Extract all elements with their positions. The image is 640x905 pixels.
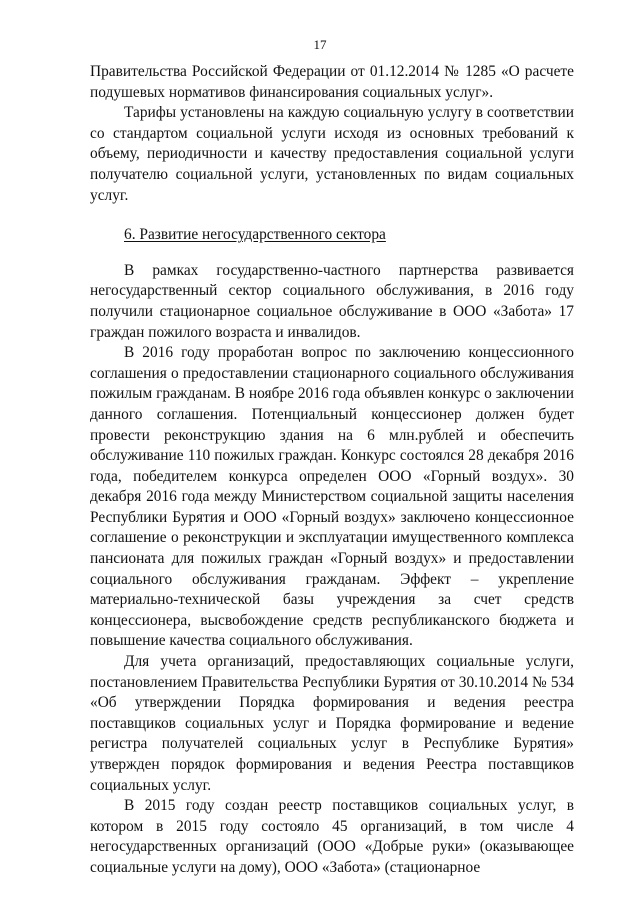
- page-content: [90, 62, 574, 879]
- paragraph-tariffs: Тарифы установлены на каждую социальную услугу в соответствии со стандартом социальной услуги исходя из основных требований к объему, периодичности и качеству предоставления социальной услуги получателю социальной услуги, установленных по видам социальных услуг.: [90, 104, 574, 204]
- paragraph-provider-registry-order: Для учета организаций, предоставляющих социальные услуги, постановлением Правительства Республики Бурятия от 30.10.2014 № 534 «Об утверждении Порядка формирования и ведения реестра поставщиков социальных услуг и Порядка формирование и ведение регистра получателей социальных услуг в Республике Бурятия» утвержден порядок формирования и ведения Реестра поставщиков социальных услуг.: [90, 653, 574, 794]
- page-number: 17: [313, 37, 327, 52]
- paragraph-public-private-partnership: В рамках государственно-частного партнерства развивается негосударственный сектор социального обслуживания, в 2016 году получили стационарное социальное обслуживание в ООО «Забота» 17 граждан пожилого возраста и инвалидов.: [90, 261, 574, 341]
- paragraph-provider-registry-2015: В 2015 году создан реестр поставщиков социальных услуг, в котором в 2015 году состояло 45 организаций, в том числе 4 негосударственных организаций (ООО «Добрые руки» (оказывающее социальные услуги на дому), ООО «Забота» (стационарное: [90, 797, 574, 876]
- paragraph-concession-agreement: В 2016 году проработан вопрос по заключению концессионного соглашения о предоставлении стационарного социального обслуживания пожилым гражданам. В ноябре 2016 года объявлен конкурс о заключении данного соглашения. Потенциальный концессионер должен будет провести реконструкцию здания на 6 млн.рублей и обеспечить обслуживание 110 пожилых граждан. Конкурс состоялся 28 декабря 2016 года, победителем конкурса определен ООО «Горный воздух». 30 декабря 2016 года между Министерством социальной защиты населения Республики Бурятия и ООО «Горный воздух» заключено концессионное соглашение о реконструкции и эксплуатации имущественного комплекса пансионата для пожилых граждан «Горный воздух» и предоставлении социального обслуживания гражданам. Эффект – укрепление материально-технической базы учреждения за счет средств концессионера, высвобождение средств республиканского бюджета и повышение качества социального обслуживания.: [90, 344, 574, 650]
- section-heading: 6. Развитие негосударственного сектора: [124, 226, 386, 244]
- paragraph-continued: Правительства Российской Федерации от 01.12.2014 № 1285 «О расчете подушевых нормативов финансирования социальных услуг».: [90, 63, 574, 101]
